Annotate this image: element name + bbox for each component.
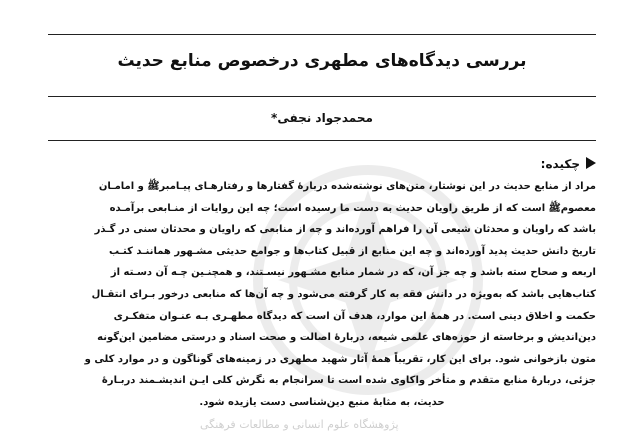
abstract-line: مراد از منابع حدیث در این نوشتار، متن‌های نوشته‌شده دربارهٔ گفتارها و رفتارهـای پیـامبرﷺ و امامـان	[98, 181, 596, 192]
article-page	[48, 0, 596, 437]
article-title: بررسی دیدگاه‌های مطهری درخصوص منابع حدیث	[117, 51, 527, 71]
triangle-bullet-icon	[586, 157, 596, 169]
abstract-line: کتاب‌هایی باشد که به‌ویژه در دانش فقه به کار گرفته می‌شود و چه آن‌ها که منابعی درخور بـرای انتقـال	[91, 288, 596, 300]
watermark-text: پژوهشگاه علوم انسانی و مطالعات فرهنگی	[200, 418, 399, 431]
abstract-line: باشد که راویان و محدثان شیعی آن را فراهم آورده‌اند و چه از منابعی که راویان و محدثان سنی در گـذر	[94, 224, 596, 236]
abstract-line: معصومﷺ است که از طریق راویان حدیث به دست ما رسیده است؛ چه این روایات از منـابعی برآمـده	[109, 202, 596, 214]
abstract-heading	[541, 155, 596, 173]
abstract-line: اربعه و صحاح سته باشد و چه جز آن، که در شمار منابع مشـهور نیسـتند، و همچنـین چـه آن دسـته از	[110, 267, 596, 279]
title-divider	[48, 96, 596, 97]
abstract-line: حکمت و اخلاق دینی است. در همهٔ این موارد، هدف آن است که دیدگاه مطهـری بـه عنـوان متفکـری	[113, 310, 596, 322]
abstract-body	[48, 176, 596, 414]
top-divider	[48, 34, 596, 35]
abstract-line: جزئی، دربارهٔ منابع متقدم و متأخر واکاوی شده است تا سرانجام به نگرش کلی ایـن اندیشـمند دربـارهٔ	[101, 375, 596, 387]
abstract-line: دین‌اندیش و برخاسته از حوزه‌های علمی شیعه، دربارهٔ اصالت و صحت اسناد و درستی مضامین این‌گونه	[97, 332, 596, 344]
author-divider	[48, 140, 596, 141]
abstract-line: حدیث، به مثابهٔ منبع دین‌شناسی دست یازیده شود.	[199, 396, 445, 408]
abstract-line: تاریخ دانش حدیث پدید آورده‌اند و چه این منابع از قبیل کتاب‌ها و جوامع حدیثی مشـهور هماننـد کتـب	[109, 245, 596, 257]
author-name: محمدجواد نجفی*	[271, 111, 373, 125]
abstract-heading-label: چکیده:	[540, 157, 580, 171]
abstract-line: متون بازخوانی شود. برای این کار، تقریباً همهٔ آثار شهید مطهری در زمینه‌های گوناگون و در موارد کلی و	[84, 353, 596, 365]
